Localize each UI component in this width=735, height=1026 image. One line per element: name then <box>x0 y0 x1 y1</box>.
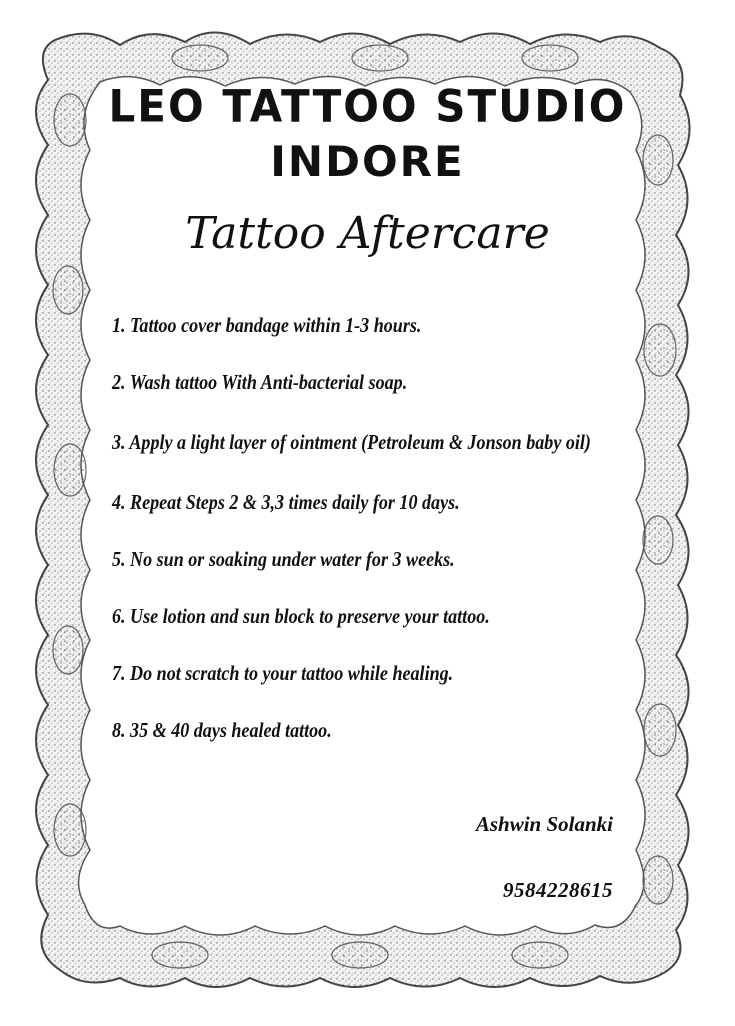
aftercare-step: 8. 35 & 40 days healed tattoo. <box>112 718 332 742</box>
aftercare-step: 7. Do not scratch to your tattoo while healing. <box>112 661 454 685</box>
studio-city: INDORE <box>270 137 465 186</box>
aftercare-step: 4. Repeat Steps 2 & 3,3 times daily for 10 days. <box>112 490 460 514</box>
studio-name: LEO TATTOO STUDIO <box>108 80 627 133</box>
aftercare-step: 3. Apply a light layer of ointment (Petroleum & Jonson baby oil) <box>112 430 591 454</box>
aftercare-step: 2. Wash tattoo With Anti-bacterial soap. <box>112 370 408 394</box>
aftercare-steps-list <box>112 310 617 745</box>
signature-phone: 9584228615 <box>503 878 613 902</box>
aftercare-step: 6. Use lotion and sun block to preserve your tattoo. <box>112 604 490 628</box>
aftercare-step: 5. No sun or soaking under water for 3 weeks. <box>112 547 455 571</box>
signature-name: Ashwin Solanki <box>475 812 613 836</box>
aftercare-step: 1. Tattoo cover bandage within 1-3 hours. <box>112 313 422 337</box>
aftercare-heading: Tattoo Aftercare <box>185 208 550 259</box>
